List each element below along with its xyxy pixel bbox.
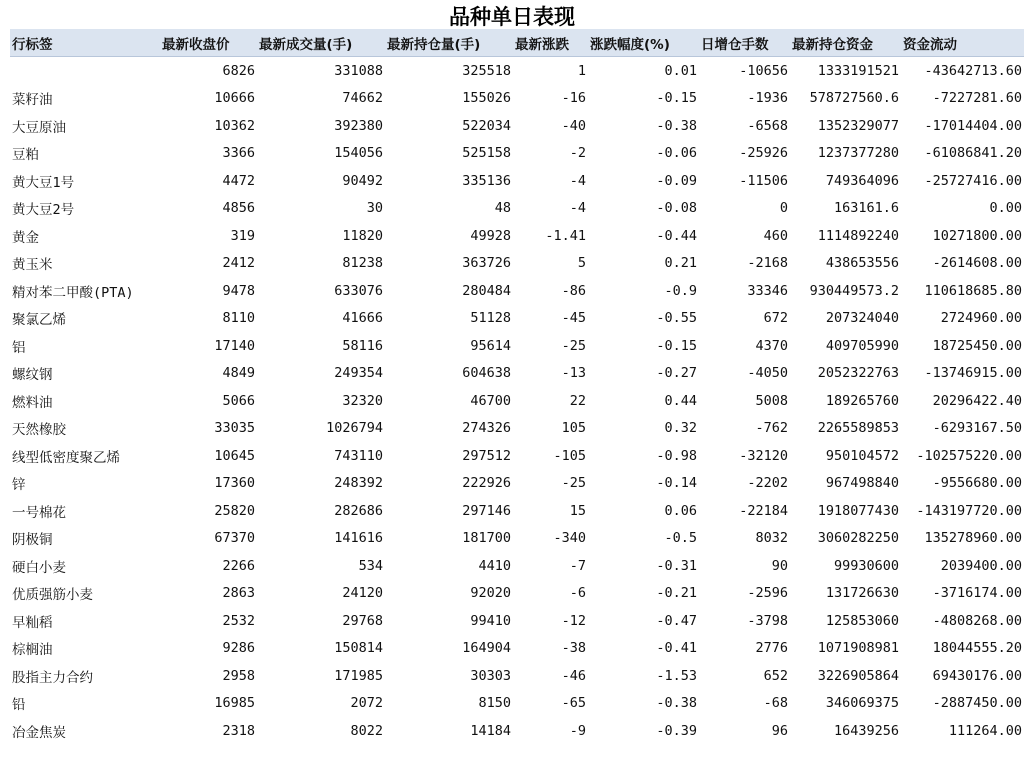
cell-oi-capital: 578727560.6 <box>809 90 899 107</box>
cell-capital-flow: -143197720.00 <box>916 502 1022 519</box>
cell-oi-change: 8032 <box>755 530 788 547</box>
cell-change: -7 <box>569 557 586 574</box>
cell-close: 319 <box>230 227 255 244</box>
column-header-change-pct[interactable]: 涨跌幅度(%) <box>588 29 699 57</box>
cell-oi-change: 4370 <box>755 337 788 354</box>
cell-change-pct: -0.98 <box>656 447 697 464</box>
cell-label: 阴极铜 <box>12 532 53 549</box>
cell-oi-capital: 125853060 <box>825 612 899 629</box>
cell-oi-change: 33346 <box>747 282 788 299</box>
cell-change: 1 <box>577 62 586 79</box>
page-title: 品种单日表现 <box>449 5 575 29</box>
cell-change: -65 <box>561 695 586 712</box>
cell-open-interest: 48 <box>494 200 511 217</box>
cell-label: 燃料油 <box>12 394 53 411</box>
cell-capital-flow: -3716174.00 <box>932 585 1022 602</box>
cell-change: -12 <box>561 612 586 629</box>
cell-capital-flow: -9556680.00 <box>932 475 1022 492</box>
cell-change-pct: -0.39 <box>656 722 697 739</box>
cell-close: 33035 <box>214 420 255 437</box>
cell-oi-capital: 438653556 <box>825 255 899 272</box>
cell-open-interest: 4410 <box>478 557 511 574</box>
cell-volume: 743110 <box>334 447 383 464</box>
cell-oi-change: 652 <box>763 667 788 684</box>
cell-oi-capital: 2052322763 <box>817 365 899 382</box>
column-header-close[interactable]: 最新收盘价 <box>160 29 257 57</box>
cell-oi-change: 96 <box>771 722 788 739</box>
cell-close: 16985 <box>214 695 255 712</box>
cell-open-interest: 14184 <box>470 722 511 739</box>
table-row <box>10 112 1024 140</box>
table-row <box>10 662 1024 690</box>
cell-change-pct: 0.21 <box>664 255 697 272</box>
cell-change: 15 <box>569 502 586 519</box>
cell-capital-flow: -25727416.00 <box>924 172 1022 189</box>
cell-oi-capital: 99930600 <box>833 557 899 574</box>
cell-oi-change: 90 <box>771 557 788 574</box>
table-row <box>10 387 1024 415</box>
cell-close: 4472 <box>222 172 255 189</box>
cell-label: 铅 <box>12 697 26 714</box>
table-row <box>10 442 1024 470</box>
cell-change: -13 <box>561 365 586 382</box>
cell-open-interest: 95614 <box>470 337 511 354</box>
table-row <box>10 580 1024 608</box>
cell-volume: 171985 <box>334 667 383 684</box>
cell-change: 105 <box>561 420 586 437</box>
cell-volume: 8022 <box>350 722 383 739</box>
cell-oi-change: -25926 <box>739 145 788 162</box>
cell-capital-flow: -7227281.60 <box>932 90 1022 107</box>
cell-volume: 58116 <box>342 337 383 354</box>
cell-change: -4 <box>569 172 586 189</box>
cell-capital-flow: 110618685.80 <box>924 282 1022 299</box>
cell-volume: 32320 <box>342 392 383 409</box>
cell-oi-capital: 1071908981 <box>817 640 899 657</box>
cell-close: 4849 <box>222 365 255 382</box>
cell-change-pct: -0.15 <box>656 90 697 107</box>
cell-oi-change: 5008 <box>755 392 788 409</box>
column-header-open-interest[interactable]: 最新持仓量(手) <box>385 29 513 57</box>
cell-capital-flow: -61086841.20 <box>924 145 1022 162</box>
cell-open-interest: 335136 <box>462 172 511 189</box>
cell-open-interest: 525158 <box>462 145 511 162</box>
cell-change: -105 <box>553 447 586 464</box>
cell-change: 5 <box>577 255 586 272</box>
cell-change: -4 <box>569 200 586 217</box>
cell-label <box>10 57 160 85</box>
cell-oi-capital: 3226905864 <box>817 667 899 684</box>
cell-capital-flow: -2887450.00 <box>932 695 1022 712</box>
cell-capital-flow: -17014404.00 <box>924 117 1022 134</box>
cell-label: 优质强筋小麦 <box>12 587 93 604</box>
cell-change-pct: -0.21 <box>656 585 697 602</box>
cell-oi-change: -762 <box>755 420 788 437</box>
cell-open-interest: 363726 <box>462 255 511 272</box>
cell-change: -2 <box>569 145 586 162</box>
cell-open-interest: 181700 <box>462 530 511 547</box>
cell-oi-change: -10656 <box>739 62 788 79</box>
cell-volume: 282686 <box>334 502 383 519</box>
cell-open-interest: 325518 <box>462 62 511 79</box>
cell-open-interest: 46700 <box>470 392 511 409</box>
cell-capital-flow: 135278960.00 <box>924 530 1022 547</box>
cell-volume: 141616 <box>334 530 383 547</box>
cell-close: 2412 <box>222 255 255 272</box>
cell-label: 股指主力合约 <box>12 669 93 686</box>
cell-change-pct: -0.5 <box>664 530 697 547</box>
cell-oi-capital: 346069375 <box>825 695 899 712</box>
column-header-oi-capital[interactable]: 最新持仓资金 <box>790 29 901 57</box>
cell-volume: 30 <box>366 200 383 217</box>
cell-capital-flow: 111264.00 <box>948 722 1022 739</box>
cell-label: 聚氯乙烯 <box>12 312 66 329</box>
cell-change: -46 <box>561 667 586 684</box>
cell-close: 67370 <box>214 530 255 547</box>
cell-label: 线型低密度聚乙烯 <box>12 449 120 466</box>
cell-capital-flow: 20296422.40 <box>932 392 1022 409</box>
cell-volume: 74662 <box>342 90 383 107</box>
cell-change: -40 <box>561 117 586 134</box>
cell-oi-change: -68 <box>763 695 788 712</box>
column-header-change[interactable]: 最新涨跌 <box>513 29 588 57</box>
cell-oi-change: 672 <box>763 310 788 327</box>
cell-open-interest: 522034 <box>462 117 511 134</box>
cell-change-pct: -0.55 <box>656 310 697 327</box>
table-row <box>10 717 1024 745</box>
cell-close: 17140 <box>214 337 255 354</box>
cell-change: -86 <box>561 282 586 299</box>
cell-change-pct: 0.44 <box>664 392 697 409</box>
table-body <box>10 57 1024 745</box>
cell-oi-capital: 409705990 <box>825 337 899 354</box>
cell-label: 一号棉花 <box>12 504 66 521</box>
cell-change: -25 <box>561 475 586 492</box>
cell-change-pct: -0.09 <box>656 172 697 189</box>
cell-change: -340 <box>553 530 586 547</box>
cell-open-interest: 51128 <box>470 310 511 327</box>
cell-close: 10645 <box>214 447 255 464</box>
cell-volume: 154056 <box>334 145 383 162</box>
cell-change-pct: -0.27 <box>656 365 697 382</box>
cell-label: 大豆原油 <box>12 119 66 136</box>
cell-oi-capital: 1918077430 <box>817 502 899 519</box>
cell-change: -6 <box>569 585 586 602</box>
cell-change-pct: 0.32 <box>664 420 697 437</box>
cell-close: 9286 <box>222 640 255 657</box>
cell-open-interest: 274326 <box>462 420 511 437</box>
cell-volume: 392380 <box>334 117 383 134</box>
cell-volume: 150814 <box>334 640 383 657</box>
cell-oi-capital: 1352329077 <box>817 117 899 134</box>
cell-oi-capital: 3060282250 <box>817 530 899 547</box>
cell-capital-flow: 10271800.00 <box>932 227 1022 244</box>
table-row <box>10 167 1024 195</box>
table-row <box>10 332 1024 360</box>
cell-volume: 81238 <box>342 255 383 272</box>
cell-open-interest: 604638 <box>462 365 511 382</box>
cell-oi-capital: 131726630 <box>825 585 899 602</box>
table-row <box>10 607 1024 635</box>
cell-oi-change: -11506 <box>739 172 788 189</box>
cell-close: 10362 <box>214 117 255 134</box>
cell-oi-capital: 163161.6 <box>833 200 899 217</box>
cell-oi-capital: 2265589853 <box>817 420 899 437</box>
cell-oi-capital: 189265760 <box>825 392 899 409</box>
cell-change-pct: -0.31 <box>656 557 697 574</box>
cell-change-pct: 0.01 <box>664 62 697 79</box>
cell-open-interest: 30303 <box>470 667 511 684</box>
cell-change: -25 <box>561 337 586 354</box>
cell-open-interest: 164904 <box>462 640 511 657</box>
cell-open-interest: 222926 <box>462 475 511 492</box>
cell-close: 9478 <box>222 282 255 299</box>
cell-label: 铝 <box>12 339 26 356</box>
cell-oi-capital: 207324040 <box>825 310 899 327</box>
cell-change: -38 <box>561 640 586 657</box>
cell-change-pct: -0.44 <box>656 227 697 244</box>
cell-capital-flow: 69430176.00 <box>932 667 1022 684</box>
cell-oi-change: -6568 <box>747 117 788 134</box>
cell-label: 天然橡胶 <box>12 422 66 439</box>
cell-label: 棕榈油 <box>12 642 53 659</box>
cell-oi-change: -4050 <box>747 365 788 382</box>
cell-change-pct: -0.08 <box>656 200 697 217</box>
cell-volume: 1026794 <box>326 420 383 437</box>
cell-close: 10666 <box>214 90 255 107</box>
cell-change-pct: -0.41 <box>656 640 697 657</box>
cell-label: 黄玉米 <box>12 257 53 274</box>
cell-change: -9 <box>569 722 586 739</box>
table-row <box>10 85 1024 113</box>
cell-capital-flow: 2724960.00 <box>940 310 1022 327</box>
cell-close: 2266 <box>222 557 255 574</box>
table-row <box>10 635 1024 663</box>
cell-change-pct: -0.47 <box>656 612 697 629</box>
column-header-capital-flow[interactable]: 资金流动 <box>901 29 1024 57</box>
cell-label: 黄大豆1号 <box>12 174 75 191</box>
cell-close: 2318 <box>222 722 255 739</box>
cell-volume: 2072 <box>350 695 383 712</box>
table-row <box>10 525 1024 553</box>
cell-close: 6826 <box>222 62 255 79</box>
cell-open-interest: 8150 <box>478 695 511 712</box>
cell-open-interest: 297512 <box>462 447 511 464</box>
cell-change: -45 <box>561 310 586 327</box>
cell-oi-change: -2168 <box>747 255 788 272</box>
cell-oi-capital: 749364096 <box>825 172 899 189</box>
cell-close: 5066 <box>222 392 255 409</box>
cell-change-pct: -0.06 <box>656 145 697 162</box>
cell-change-pct: -0.38 <box>656 695 697 712</box>
table-header-row <box>10 29 1024 57</box>
cell-close: 8110 <box>222 310 255 327</box>
cell-open-interest: 297146 <box>462 502 511 519</box>
cell-capital-flow: -2614608.00 <box>932 255 1022 272</box>
table-row <box>10 415 1024 443</box>
cell-label: 黄大豆2号 <box>12 202 75 219</box>
table-row <box>10 222 1024 250</box>
cell-change-pct: -0.9 <box>664 282 697 299</box>
cell-volume: 534 <box>358 557 383 574</box>
cell-label: 黄金 <box>12 229 39 246</box>
cell-close: 25820 <box>214 502 255 519</box>
cell-oi-capital: 1237377280 <box>817 145 899 162</box>
table-row <box>10 360 1024 388</box>
cell-label: 精对苯二甲酸(PTA) <box>12 284 134 301</box>
cell-open-interest: 155026 <box>462 90 511 107</box>
table-row <box>10 552 1024 580</box>
cell-oi-change: -3798 <box>747 612 788 629</box>
table-row <box>10 470 1024 498</box>
cell-open-interest: 99410 <box>470 612 511 629</box>
cell-oi-change: 2776 <box>755 640 788 657</box>
cell-change-pct: -0.15 <box>656 337 697 354</box>
cell-volume: 248392 <box>334 475 383 492</box>
cell-open-interest: 49928 <box>470 227 511 244</box>
cell-volume: 90492 <box>342 172 383 189</box>
cell-label: 豆粕 <box>12 147 39 164</box>
cell-capital-flow: 18725450.00 <box>932 337 1022 354</box>
cell-oi-capital: 930449573.2 <box>809 282 899 299</box>
cell-close: 2863 <box>222 585 255 602</box>
cell-oi-change: -32120 <box>739 447 788 464</box>
cell-volume: 11820 <box>342 227 383 244</box>
table-row <box>10 497 1024 525</box>
table-row <box>10 57 1024 85</box>
cell-volume: 24120 <box>342 585 383 602</box>
cell-capital-flow: -4808268.00 <box>932 612 1022 629</box>
cell-capital-flow: -13746915.00 <box>924 365 1022 382</box>
cell-capital-flow: -102575220.00 <box>916 447 1022 464</box>
cell-oi-change: -22184 <box>739 502 788 519</box>
cell-change-pct: -1.53 <box>656 667 697 684</box>
table-row <box>10 250 1024 278</box>
column-header-label[interactable]: 行标签 <box>10 29 160 57</box>
cell-label: 早籼稻 <box>12 614 53 631</box>
cell-volume: 331088 <box>334 62 383 79</box>
cell-oi-capital: 1333191521 <box>817 62 899 79</box>
cell-change-pct: -0.38 <box>656 117 697 134</box>
column-header-volume[interactable]: 最新成交量(手) <box>257 29 385 57</box>
cell-oi-capital: 1114892240 <box>817 227 899 244</box>
cell-capital-flow: 2039400.00 <box>940 557 1022 574</box>
cell-close: 2532 <box>222 612 255 629</box>
cell-label: 菜籽油 <box>12 92 53 109</box>
cell-volume: 633076 <box>334 282 383 299</box>
cell-capital-flow: 0.00 <box>989 200 1022 217</box>
cell-capital-flow: -6293167.50 <box>932 420 1022 437</box>
cell-volume: 249354 <box>334 365 383 382</box>
cell-oi-change: 460 <box>763 227 788 244</box>
table-row <box>10 305 1024 333</box>
cell-change: -16 <box>561 90 586 107</box>
cell-capital-flow: -43642713.60 <box>924 62 1022 79</box>
cell-volume: 41666 <box>342 310 383 327</box>
cell-label: 硬白小麦 <box>12 559 66 576</box>
cell-change-pct: -0.14 <box>656 475 697 492</box>
cell-label: 锌 <box>12 477 26 494</box>
table-row <box>10 140 1024 168</box>
cell-label: 冶金焦炭 <box>12 724 66 741</box>
cell-oi-change: -2202 <box>747 475 788 492</box>
column-header-oi-change[interactable]: 日增仓手数 <box>699 29 790 57</box>
cell-oi-capital: 967498840 <box>825 475 899 492</box>
cell-oi-change: 0 <box>779 200 788 217</box>
cell-label: 螺纹钢 <box>12 367 53 384</box>
table-row <box>10 195 1024 223</box>
table-row <box>10 690 1024 718</box>
cell-oi-change: -2596 <box>747 585 788 602</box>
cell-open-interest: 280484 <box>462 282 511 299</box>
cell-volume: 29768 <box>342 612 383 629</box>
cell-close: 4856 <box>222 200 255 217</box>
cell-close: 17360 <box>214 475 255 492</box>
cell-change-pct: 0.06 <box>664 502 697 519</box>
cell-change: -1.41 <box>545 227 586 244</box>
cell-oi-capital: 950104572 <box>825 447 899 464</box>
cell-oi-change: -1936 <box>747 90 788 107</box>
table-row <box>10 277 1024 305</box>
cell-oi-capital: 16439256 <box>833 722 899 739</box>
cell-open-interest: 92020 <box>470 585 511 602</box>
cell-capital-flow: 18044555.20 <box>932 640 1022 657</box>
cell-change: 22 <box>569 392 586 409</box>
data-table <box>10 29 1024 745</box>
cell-close: 2958 <box>222 667 255 684</box>
cell-close: 3366 <box>222 145 255 162</box>
